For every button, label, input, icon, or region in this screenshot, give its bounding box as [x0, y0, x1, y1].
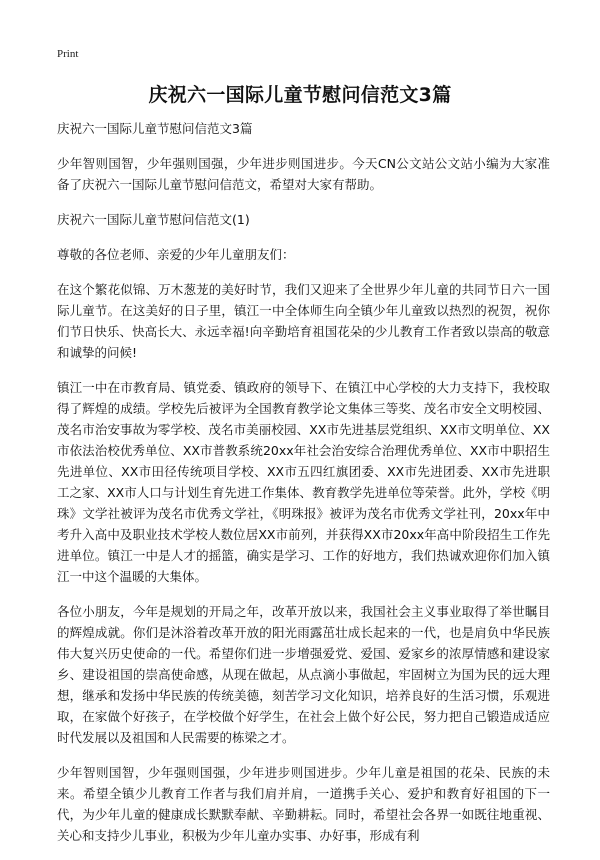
article-body	[57, 118, 550, 860]
body-paragraph: 少年智则国智，少年强则国强，少年进步则国进步。少年儿童是祖国的花朵、民族的未来。希望全镇少儿教育工作者与我们肩并肩，一道携手关心、爱护和教育好祖国的下一代，为少年儿童的健康成长默默奉献、辛勤耕耘。同时，希望社会各界一如既往地重视、关心和支持少儿事业，积极为少年儿童办实事、办好事，形成有利	[57, 765, 550, 843]
page-title: 庆祝六一国际儿童节慰问信范文3篇	[148, 84, 452, 106]
body-paragraph: 各位小朋友，今年是规划的开局之年，改革开放以来，我国社会主义事业取得了举世瞩目的辉煌成就。你们是沐浴着改革开放的阳光雨露茁壮成长起来的一代，也是肩负中华民族伟大复兴历史使命的一代。希望你们进一步增强爱党、爱国、爱家乡的浓厚情感和建设家乡、建设祖国的崇高使命感，从现在做起，从点滴小事做起，牢固树立为国为民的远大理想，继承和发扬中华民族的传统美德，刻苦学习文化知识，培养良好的生活习惯，乐观进取，在家做个好孩子，在学校做个好学生，在社会上做个好公民，努力把自己锻造成适应时代发展以及祖国和人民需要的栋梁之才。	[57, 604, 550, 745]
salutation: 尊敬的各位老师、亲爱的少年儿童朋友们：	[57, 247, 295, 262]
print-link[interactable]: Print	[57, 48, 79, 60]
body-paragraph: 在这个繁花似锦、万木葱茏的美好时节，我们又迎来了全世界少年儿童的共同节日六一国际儿童节。在这美好的日子里，镇江一中全体师生向全镇少年儿童致以热烈的祝贺，祝你们节日快乐、快高长大、永远幸福!向辛勤培育祖国花朵的少儿教育工作者致以崇高的敬意和诚挚的问候!	[57, 282, 550, 360]
article-subtitle: 庆祝六一国际儿童节慰问信范文3篇	[57, 121, 253, 136]
intro-paragraph: 少年智则国智，少年强则国强，少年进步则国进步。今天CN公文站公文站小编为大家准备了庆祝六一国际儿童节慰问信范文，希望对大家有帮助。	[57, 156, 550, 192]
section-heading: 庆祝六一国际儿童节慰问信范文(1)	[57, 212, 250, 227]
body-paragraph: 镇江一中在市教育局、镇党委、镇政府的领导下、在镇江中心学校的大力支持下，我校取得了辉煌的成绩。学校先后被评为全国教育教学论文集体三等奖、茂名市安全文明校园、茂名市治安事故为零学校、茂名市美丽校园、XX市先进基层党组织、XX市文明单位、XX市依法治校优秀单位、XX市普教系统20xx年社会治安综合治理优秀单位、XX市中职招生先进单位、XX市田径传统项目学校、XX市五四红旗团委、XX市先进团委、XX市先进职工之家、XX市人口与计划生育先进工作集体、教育教学先进单位等荣誉。此外，学校《明珠》文学社被评为茂名市优秀文学社，《明珠报》被评为茂名市优秀文学社刊，20xx年中考升入高中及职业技术学校人数位居XX市前列，并获得XX市20xx年高中阶段招生工作先进单位。镇江一中是人才的摇篮，确实是学习、工作的好地方，我们热诚欢迎你们加入镇江一中这个温暖的大集体。	[57, 380, 550, 584]
